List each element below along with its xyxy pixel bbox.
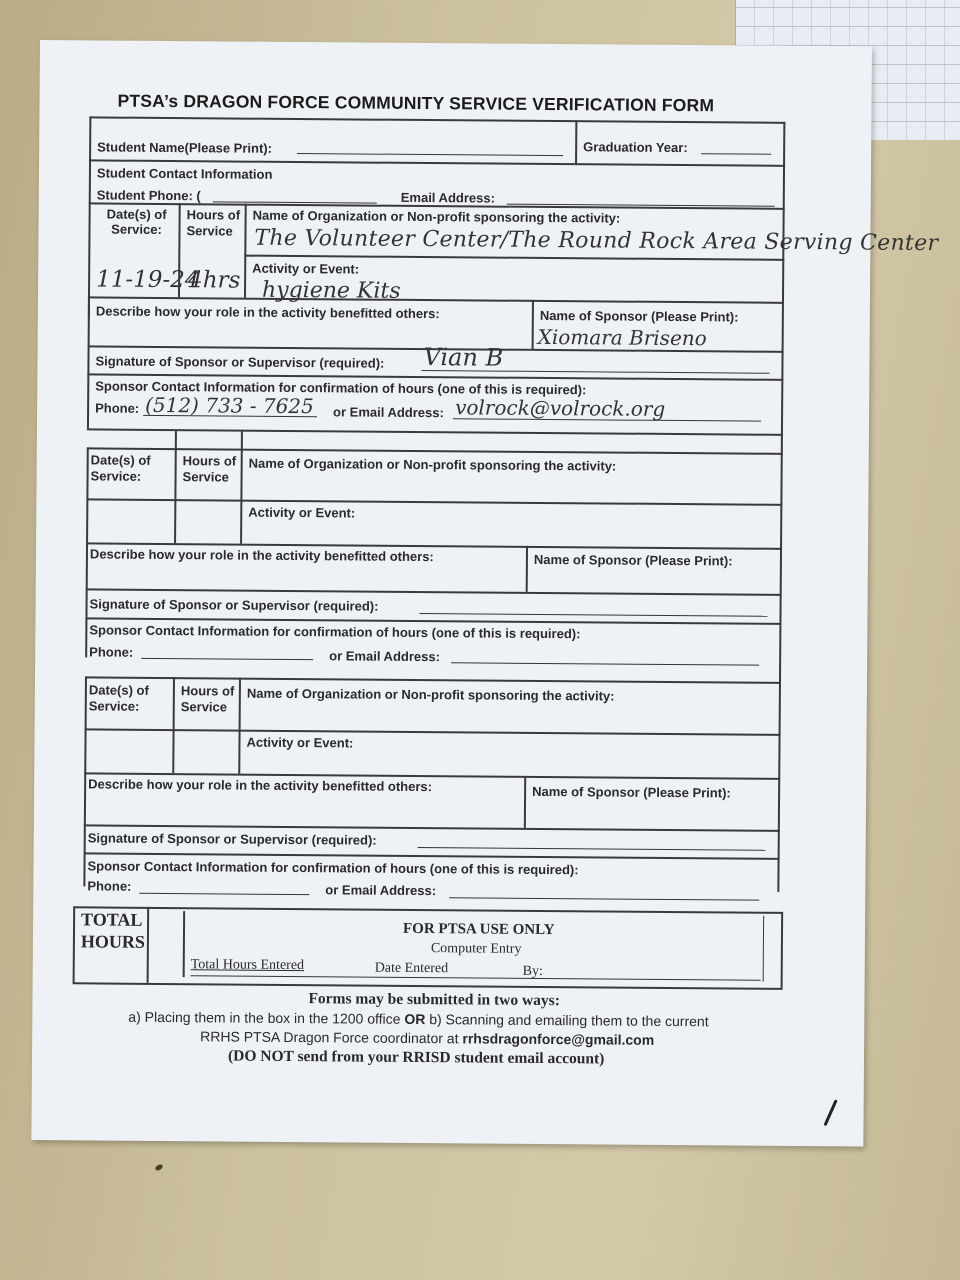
- ptsa-use-label: FOR PTSA USE ONLY: [402, 920, 555, 939]
- describe-label: Describe how your role in the activity benefitted others:: [88, 776, 433, 795]
- rule: [89, 116, 785, 123]
- by-label: By:: [522, 963, 543, 979]
- email-line[interactable]: [453, 418, 761, 421]
- rule: [174, 431, 177, 543]
- entry1-sponsor-value: Xiomara Briseno: [537, 324, 707, 351]
- phone-line[interactable]: [141, 658, 313, 660]
- sponsor-name-label: Name of Sponsor (Please Print):: [532, 783, 731, 801]
- footer-line-2: a) Placing them in the box in the 1200 office OR b) Scanning and emailing them to the current: [128, 1008, 709, 1030]
- rule: [88, 116, 92, 318]
- or-email-label: or Email Address:: [325, 882, 437, 899]
- entry1-hours-value: 4hrs: [188, 267, 241, 294]
- rule: [532, 300, 534, 350]
- graduation-year-label: Graduation Year:: [583, 139, 688, 156]
- rule: [85, 447, 89, 657]
- signature-line[interactable]: [421, 370, 769, 374]
- entry1-signature-value: Vian B: [423, 343, 504, 372]
- dates-label: Date(s) of Service:: [90, 452, 151, 484]
- rule: [238, 678, 241, 774]
- describe-label: Describe how your role in the activity benefitted others:: [89, 546, 434, 565]
- phone-label: Phone:: [89, 644, 134, 660]
- rule: [85, 728, 781, 735]
- activity-label: Activity or Event:: [248, 504, 356, 521]
- contact-info-label: Sponsor Contact Information for confirmation of hours (one of this is required):: [95, 378, 587, 398]
- describe-label: Describe how your role in the activity benefitted others:: [95, 303, 440, 322]
- footer-heading: Forms may be submitted in two ways:: [308, 990, 560, 1010]
- phone-line[interactable]: [139, 893, 309, 895]
- org-label: Name of Organization or Non-profit sponsoring the activity:: [246, 685, 615, 704]
- contact-heading: Student Contact Information: [96, 165, 273, 182]
- footer-line-3: RRHS PTSA Dragon Force coordinator at rrhsdragonforce@gmail.com: [200, 1028, 655, 1048]
- rule: [87, 296, 90, 428]
- rule: [244, 255, 784, 261]
- org-label: Name of Organization or Non-profit sponsoring the activity:: [252, 207, 621, 226]
- graduation-year-field[interactable]: [701, 153, 771, 155]
- rule: [87, 428, 783, 435]
- student-name-field[interactable]: [297, 153, 563, 156]
- entry1-phone-value: (512) 733 - 7625: [145, 392, 314, 419]
- rule: [83, 676, 87, 886]
- coordinator-email: rrhsdragonforce@gmail.com: [462, 1030, 655, 1048]
- rule: [86, 588, 782, 595]
- rule: [86, 498, 782, 505]
- rule: [526, 546, 528, 592]
- org-label: Name of Organization or Non-profit sponsoring the activity:: [248, 455, 617, 474]
- footer-warning: (DO NOT send from your RRISD student email account): [227, 1047, 605, 1068]
- hours-label: Hours of Service: [186, 207, 241, 239]
- rule: [240, 432, 243, 544]
- rule: [575, 120, 577, 164]
- email-label: Email Address:: [400, 189, 496, 206]
- rule: [88, 296, 784, 303]
- activity-label: Activity or Event:: [252, 260, 360, 277]
- signature-line[interactable]: [418, 847, 766, 851]
- hours-label: Hours of Service: [180, 683, 235, 715]
- email-line[interactable]: [451, 662, 759, 665]
- dates-label: Date(s) of Service:: [88, 682, 149, 714]
- activity-label: Activity or Event:: [246, 734, 354, 751]
- entry1-email-value: volrock@volrock.org: [455, 395, 666, 421]
- or-email-label: or Email Address:: [333, 404, 444, 421]
- signature-label: Signature of Sponsor or Supervisor (required):: [95, 353, 385, 371]
- entry1-org-value: The Volunteer Center/The Round Rock Area Serving Center: [254, 225, 939, 257]
- total-hours-label: TOTAL HOURS: [80, 909, 146, 952]
- signature-line[interactable]: [420, 613, 768, 617]
- hours-label: Hours of Service: [182, 453, 237, 485]
- contact-info-label: Sponsor Contact Information for confirmation of hours (one of this is required):: [87, 858, 579, 878]
- total-hours-entered-label: Total Hours Entered: [190, 957, 305, 974]
- or-email-label: or Email Address:: [329, 648, 441, 665]
- rule: [244, 204, 247, 298]
- email-line[interactable]: [449, 897, 759, 900]
- form-paper: [31, 40, 939, 1147]
- signature-label: Signature of Sponsor or Supervisor (required):: [89, 596, 379, 614]
- sponsor-name-label: Name of Sponsor (Please Print):: [533, 551, 733, 569]
- phone-label: Phone:: [95, 400, 140, 416]
- entry1-date-value: 11-19-24: [96, 266, 200, 294]
- entry1-activity-value: hygiene Kits: [261, 277, 401, 304]
- rule: [524, 776, 526, 828]
- pen-mark: [819, 1098, 839, 1128]
- student-phone-label: Student Phone: (: [96, 187, 201, 204]
- sponsor-name-label: Name of Sponsor (Please Print):: [539, 307, 739, 325]
- phone-label: Phone:: [87, 878, 132, 894]
- form-title: PTSA’s DRAGON FORCE COMMUNITY SERVICE VERIFICATION FORM: [117, 90, 715, 116]
- dates-label: Date(s) of Service:: [106, 206, 167, 237]
- contact-info-label: Sponsor Contact Information for confirmation of hours (one of this is required):: [89, 622, 581, 642]
- computer-entry-label: Computer Entry: [430, 941, 522, 957]
- date-entered-label: Date Entered: [374, 960, 449, 977]
- student-name-label: Student Name(Please Print):: [97, 139, 273, 156]
- signature-label: Signature of Sponsor or Supervisor (required):: [87, 830, 377, 848]
